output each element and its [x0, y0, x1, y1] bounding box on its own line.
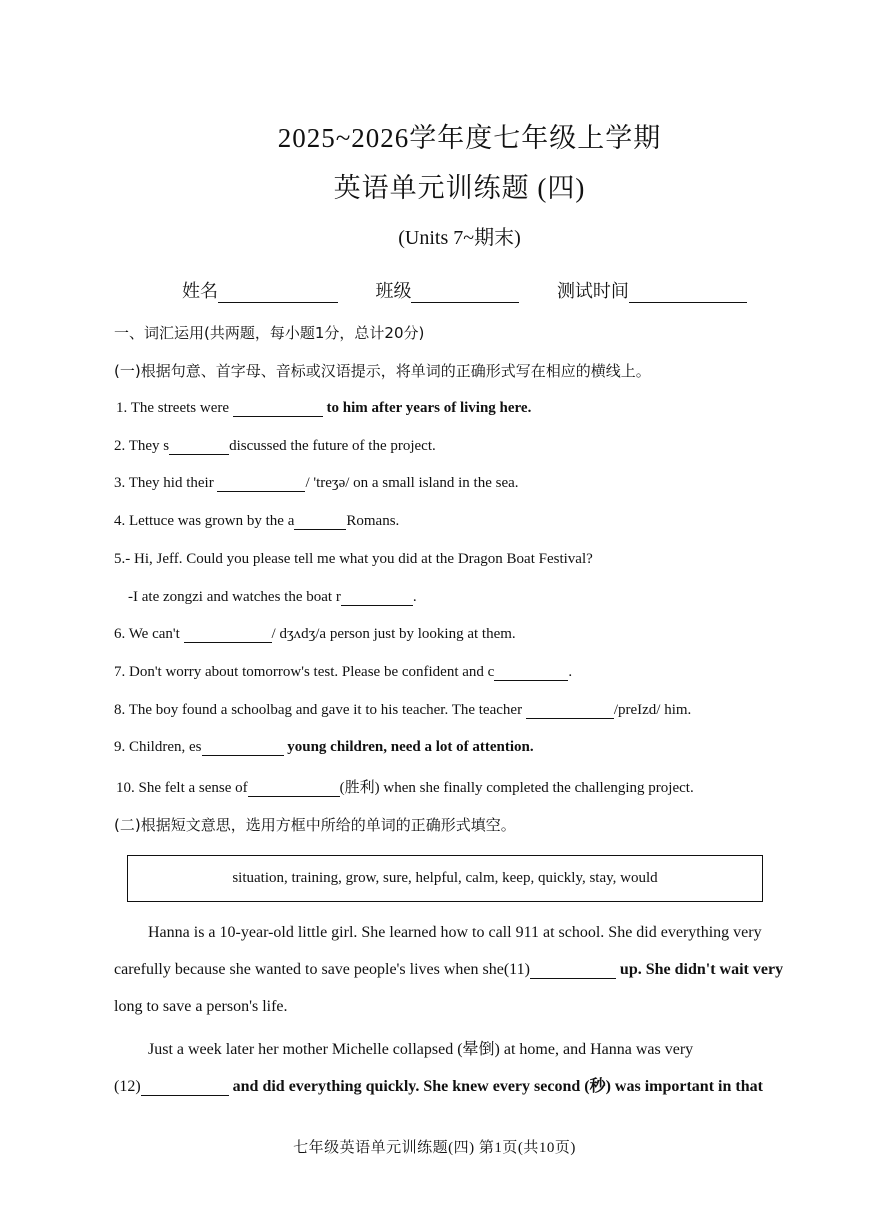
blank-11[interactable]: [530, 962, 616, 979]
name-field[interactable]: [218, 284, 338, 303]
question-4: [114, 513, 399, 530]
q10-text-a: 10. She felt a sense of: [116, 780, 248, 796]
q2-text-a: 2. They s: [114, 438, 170, 454]
passage-text-11a: carefully because she wanted to save people's lives when she(11): [114, 961, 530, 978]
part2-instruction: (二)根据短文意思，选用方框中所给的单词的正确形式填空。: [114, 816, 516, 834]
q6-text-a: 6. We can't: [114, 626, 184, 642]
section1-heading: 一、词汇运用(共两题，每小题1分，总计20分): [114, 324, 425, 342]
q8-blank[interactable]: [526, 702, 614, 719]
q5-blank[interactable]: [341, 589, 413, 606]
q6-blank[interactable]: [184, 626, 272, 643]
question-9: [114, 739, 534, 756]
q4-blank[interactable]: [294, 513, 346, 530]
passage-line-5: [114, 1073, 763, 1096]
passage-line-1: Hanna is a 10-year-old little girl. She learned how to call 911 at school. She did everything very: [148, 924, 762, 941]
passage-text-12b: and did everything quickly. She knew every second (秒) was important in that: [228, 1078, 763, 1095]
q4-text-a: 4. Lettuce was grown by the a: [114, 513, 295, 529]
q3-text-b: / 'treʒə/ on a small island in the sea.: [305, 475, 519, 491]
q5-text-b: .: [412, 589, 417, 605]
exam-title-subject: 英语单元训练题 (四): [333, 173, 586, 203]
q10-blank[interactable]: [248, 780, 340, 797]
name-label: 姓名: [182, 281, 218, 302]
q6-text-b: / dʒʌdʒ/a person just by looking at them.: [271, 626, 516, 642]
q9-text-b: young children, need a lot of attention.: [283, 739, 534, 755]
q1-text-b: to him after years of living here.: [322, 400, 532, 416]
q10-text-b: (胜利) when she finally completed the challenging project.: [339, 780, 694, 796]
time-label: 测试时间: [556, 281, 629, 302]
passage-line-2: [114, 961, 783, 979]
question-10: [116, 776, 694, 797]
q9-blank[interactable]: [202, 739, 284, 756]
passage-line-3: long to save a person's life.: [114, 998, 288, 1015]
class-label: 班级: [375, 281, 412, 302]
question-6: [114, 626, 516, 643]
passage-line-4: Just a week later her mother Michelle collapsed (晕倒) at home, and Hanna was very: [148, 1041, 694, 1058]
q7-blank[interactable]: [494, 664, 568, 681]
exam-title-units: (Units 7~期末): [398, 227, 521, 249]
word-bank-list: situation, training, grow, sure, helpful, calm, keep, quickly, stay, would: [232, 870, 658, 886]
passage-text-12a: (12): [114, 1078, 141, 1095]
q8-text-a: 8. The boy found a schoolbag and gave it to his teacher. The teacher: [114, 702, 526, 718]
q3-text-a: 3. They hid their: [114, 475, 218, 491]
q4-text-b: Romans.: [346, 513, 400, 529]
student-info-row: [182, 277, 747, 303]
q7-text-b: .: [568, 664, 573, 680]
q5-text-a: -I ate zongzi and watches the boat r: [128, 589, 341, 605]
q1-blank[interactable]: [233, 400, 323, 417]
q3-blank[interactable]: [217, 475, 305, 492]
word-bank-box: [127, 855, 763, 902]
part1-instruction: (一)根据句意、首字母、音标或汉语提示，将单词的正确形式写在相应的横线上。: [114, 362, 651, 380]
q2-text-b: discussed the future of the project.: [229, 438, 436, 454]
q9-text-a: 9. Children, es: [114, 739, 202, 755]
time-field[interactable]: [629, 284, 747, 303]
question-5: 5.- Hi, Jeff. Could you please tell me what you did at the Dragon Boat Festival?: [114, 551, 593, 567]
passage-text-11b: up. She didn't wait very: [615, 961, 784, 978]
question-3: [114, 475, 519, 492]
q7-text-a: 7. Don't worry about tomorrow's test. Please be confident and c: [114, 664, 495, 680]
question-8: [114, 702, 691, 719]
q2-blank[interactable]: [169, 438, 229, 455]
exam-title-year: 2025~2026学年度七年级上学期: [277, 123, 662, 153]
question-1: [116, 400, 531, 417]
q1-text-a: 1. The streets were: [116, 400, 233, 416]
question-7: [114, 664, 572, 681]
blank-12[interactable]: [141, 1079, 229, 1096]
page-footer: 七年级英语单元训练题(四) 第1页(共10页): [293, 1140, 576, 1156]
question-5-answer: [128, 589, 417, 606]
question-2: [114, 438, 436, 455]
q8-text-b: /preIzd/ him.: [613, 702, 692, 718]
class-field[interactable]: [411, 284, 519, 303]
